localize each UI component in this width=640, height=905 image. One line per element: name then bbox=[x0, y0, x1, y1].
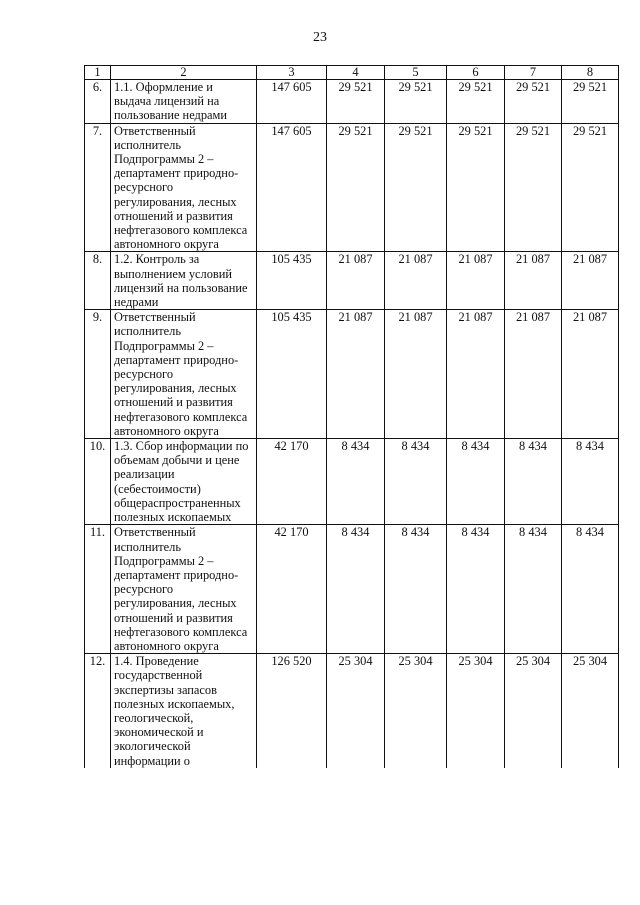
row-name: 1.1. Оформление и выдача лицензий на пользование недрами bbox=[111, 80, 257, 124]
total-value: 147 605 bbox=[257, 123, 327, 252]
table-row bbox=[85, 439, 619, 525]
year-value: 29 521 bbox=[327, 123, 385, 252]
row-number: 10. bbox=[85, 439, 111, 525]
year-value: 25 304 bbox=[562, 654, 619, 768]
year-value: 29 521 bbox=[562, 80, 619, 124]
year-value: 8 434 bbox=[327, 439, 385, 525]
year-value: 8 434 bbox=[447, 525, 505, 654]
row-name: 1.2. Контроль за выполнением условий лицензий на пользование недрами bbox=[111, 252, 257, 310]
year-value: 29 521 bbox=[562, 123, 619, 252]
year-value: 8 434 bbox=[327, 525, 385, 654]
column-header: 3 bbox=[257, 66, 327, 80]
column-header: 1 bbox=[85, 66, 111, 80]
budget-table bbox=[84, 65, 619, 768]
year-value: 8 434 bbox=[562, 439, 619, 525]
year-value: 29 521 bbox=[327, 80, 385, 124]
row-number: 11. bbox=[85, 525, 111, 654]
table-row bbox=[85, 80, 619, 124]
year-value: 29 521 bbox=[505, 123, 562, 252]
column-header: 7 bbox=[505, 66, 562, 80]
row-name: 1.3. Сбор информации по объемам добычи и цене реализации (себестоимости) общераспространенных полезных ископаемых bbox=[111, 439, 257, 525]
year-value: 25 304 bbox=[505, 654, 562, 768]
total-value: 126 520 bbox=[257, 654, 327, 768]
year-value: 8 434 bbox=[562, 525, 619, 654]
column-header: 2 bbox=[111, 66, 257, 80]
year-value: 29 521 bbox=[385, 123, 447, 252]
year-value: 21 087 bbox=[562, 252, 619, 310]
table-row bbox=[85, 525, 619, 654]
table-header-row bbox=[85, 66, 619, 80]
year-value: 21 087 bbox=[385, 252, 447, 310]
table-row bbox=[85, 252, 619, 310]
column-header: 4 bbox=[327, 66, 385, 80]
table-row bbox=[85, 310, 619, 439]
year-value: 25 304 bbox=[327, 654, 385, 768]
year-value: 21 087 bbox=[327, 252, 385, 310]
year-value: 29 521 bbox=[447, 123, 505, 252]
year-value: 21 087 bbox=[562, 310, 619, 439]
column-header: 5 bbox=[385, 66, 447, 80]
row-number: 6. bbox=[85, 80, 111, 124]
row-number: 9. bbox=[85, 310, 111, 439]
row-name: Ответственный исполнитель Подпрограммы 2 – департамент природно-ресурсного регулирования, лесных отношений и развития нефтегазового комплекса автономного округа bbox=[111, 123, 257, 252]
total-value: 42 170 bbox=[257, 525, 327, 654]
year-value: 21 087 bbox=[505, 310, 562, 439]
year-value: 21 087 bbox=[447, 310, 505, 439]
year-value: 25 304 bbox=[385, 654, 447, 768]
year-value: 8 434 bbox=[385, 439, 447, 525]
row-number: 7. bbox=[85, 123, 111, 252]
year-value: 21 087 bbox=[447, 252, 505, 310]
year-value: 21 087 bbox=[505, 252, 562, 310]
row-name: Ответственный исполнитель Подпрограммы 2 – департамент природно-ресурсного регулирования, лесных отношений и развития нефтегазового комплекса автономного округа bbox=[111, 310, 257, 439]
column-header: 6 bbox=[447, 66, 505, 80]
year-value: 8 434 bbox=[505, 439, 562, 525]
year-value: 8 434 bbox=[447, 439, 505, 525]
row-number: 8. bbox=[85, 252, 111, 310]
total-value: 42 170 bbox=[257, 439, 327, 525]
year-value: 29 521 bbox=[447, 80, 505, 124]
total-value: 147 605 bbox=[257, 80, 327, 124]
year-value: 21 087 bbox=[385, 310, 447, 439]
year-value: 29 521 bbox=[505, 80, 562, 124]
year-value: 21 087 bbox=[327, 310, 385, 439]
year-value: 8 434 bbox=[385, 525, 447, 654]
table-row bbox=[85, 123, 619, 252]
year-value: 25 304 bbox=[447, 654, 505, 768]
row-name: Ответственный исполнитель Подпрограммы 2 – департамент природно-ресурсного регулирования, лесных отношений и развития нефтегазового комплекса автономного округа bbox=[111, 525, 257, 654]
total-value: 105 435 bbox=[257, 252, 327, 310]
year-value: 8 434 bbox=[505, 525, 562, 654]
row-number: 12. bbox=[85, 654, 111, 768]
row-name: 1.4. Проведение государственной экспертизы запасов полезных ископаемых, геологической, экономической и экологической информации о bbox=[111, 654, 257, 768]
year-value: 29 521 bbox=[385, 80, 447, 124]
total-value: 105 435 bbox=[257, 310, 327, 439]
table-row bbox=[85, 654, 619, 768]
page-number: 23 bbox=[313, 30, 327, 45]
column-header: 8 bbox=[562, 66, 619, 80]
